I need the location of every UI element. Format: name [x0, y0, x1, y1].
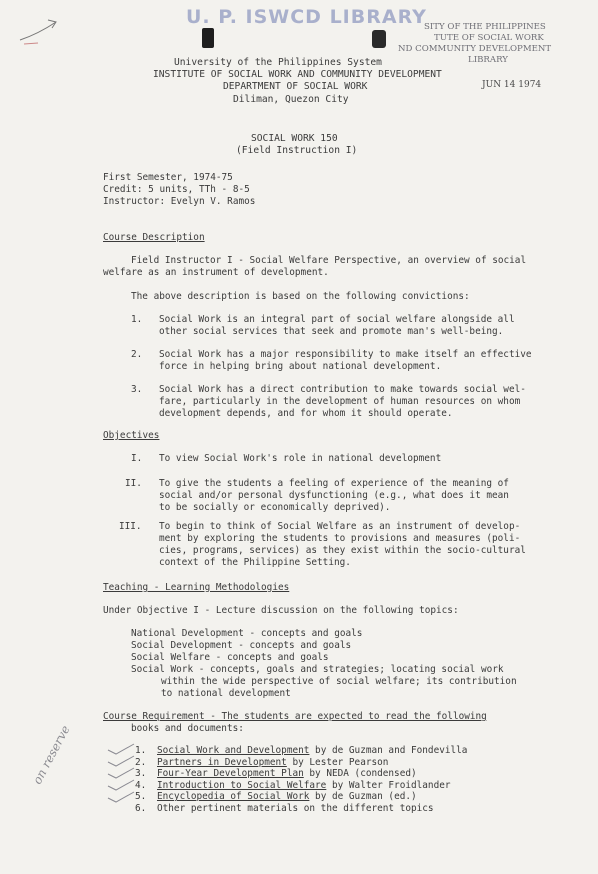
- reading-item: 1. Social Work and Development by de Guzman and Fondevilla: [135, 745, 468, 756]
- topic-item: Social Work - concepts, goals and strategies; locating social work: [131, 664, 504, 675]
- section-heading-objectives: Objectives: [103, 430, 160, 441]
- course-title: SOCIAL WORK 150: [251, 133, 338, 144]
- reading-item: 2. Partners in Development by Lester Pearson: [135, 756, 389, 768]
- topic-item: Social Development - concepts and goals: [131, 640, 352, 651]
- conviction-2: 2. Social Work has a major responsibility to make itself an effective force in helping bring about national development.: [131, 349, 532, 372]
- reading-list: [135, 745, 467, 815]
- university-name: University of the Philippines System: [174, 57, 382, 68]
- library-stamp: U. P. ISWCD LIBRARY: [186, 6, 427, 28]
- reading-item: 4. Introduction to Social Welfare by Walter Froidlander: [135, 779, 451, 791]
- reading-item: 3. Four-Year Development Plan by NEDA (condensed): [135, 768, 417, 780]
- methodologies-intro: Under Objective I - Lecture discussion on the following topics:: [103, 605, 459, 616]
- section-heading-methodologies: Teaching - Learning Methodologies: [103, 582, 290, 593]
- institute-name: INSTITUTE OF SOCIAL WORK AND COMMUNITY DEVELOPMENT: [153, 69, 442, 80]
- department-name: DEPARTMENT OF SOCIAL WORK: [223, 81, 368, 92]
- stamp-blot: [202, 28, 214, 48]
- convictions-intro: The above description is based on the following convictions:: [131, 291, 470, 302]
- objective-1: I. To view Social Work's role in national development: [131, 453, 442, 464]
- credit: Credit: 5 units, TTh - 8-5: [103, 184, 250, 195]
- requirement-line-1: Course Requirement - The students are expected to read the following: [103, 711, 487, 722]
- conviction-1: 1. Social Work is an integral part of social welfare alongside all other social services that seek and promote man's well-being.: [131, 314, 515, 337]
- library-stamp-line-2: TUTE OF SOCIAL WORK: [434, 33, 544, 43]
- reading-item: 5. Encyclopedia of Social Work by de Guzman (ed.): [135, 791, 417, 803]
- pencil-mark-icon: [18, 10, 78, 50]
- topic-item: National Development - concepts and goals: [131, 628, 363, 639]
- course-subtitle: (Field Instruction I): [236, 145, 358, 156]
- description-line-2: welfare as an instrument of development.: [103, 267, 329, 278]
- library-stamp-line-3: ND COMMUNITY DEVELOPMENT: [398, 44, 552, 54]
- reading-item: 6. Other pertinent materials on the different topics: [135, 802, 434, 814]
- topic-item-cont: within the wide perspective of social welfare; its contribution: [161, 676, 517, 687]
- objective-2: II. To give the students a feeling of experience of the meaning of social and/or personal dysfunctioning (e.g., what does it mean to be socially or economically deprived).: [125, 478, 509, 513]
- section-heading-description: Course Description: [103, 232, 205, 243]
- instructor: Instructor: Evelyn V. Ramos: [103, 196, 256, 207]
- topic-list: [131, 628, 517, 700]
- library-stamp-line-4: LIBRARY: [468, 55, 508, 65]
- date-stamp: JUN 14 1974: [482, 80, 542, 90]
- handwritten-note: on reserve: [30, 723, 73, 787]
- location: Diliman, Quezon City: [233, 94, 349, 105]
- semester: First Semester, 1974-75: [103, 172, 233, 183]
- stamp-blot-2: [372, 30, 386, 48]
- requirement-line-2: books and documents:: [131, 723, 244, 734]
- topic-item-cont: to national development: [161, 688, 291, 699]
- description-line-1: Field Instructor I - Social Welfare Perspective, an overview of social: [131, 255, 527, 266]
- objective-3: III. To begin to think of Social Welfare as an instrument of develop- ment by exploring the students to provisions and measures (poli- cies, programs, services) as they exist within the socio-cultural context of the Philippine Setting.: [119, 521, 526, 568]
- pencil-checkmarks-icon: [104, 738, 138, 808]
- library-stamp-line-1: SITY OF THE PHILIPPINES: [424, 22, 546, 32]
- conviction-3: 3. Social Work has a direct contribution to make towards social wel- fare, particularly in the development of human resources on whom development depends, and for whom it should operate.: [131, 384, 526, 419]
- topic-item: Social Welfare - concepts and goals: [131, 652, 329, 663]
